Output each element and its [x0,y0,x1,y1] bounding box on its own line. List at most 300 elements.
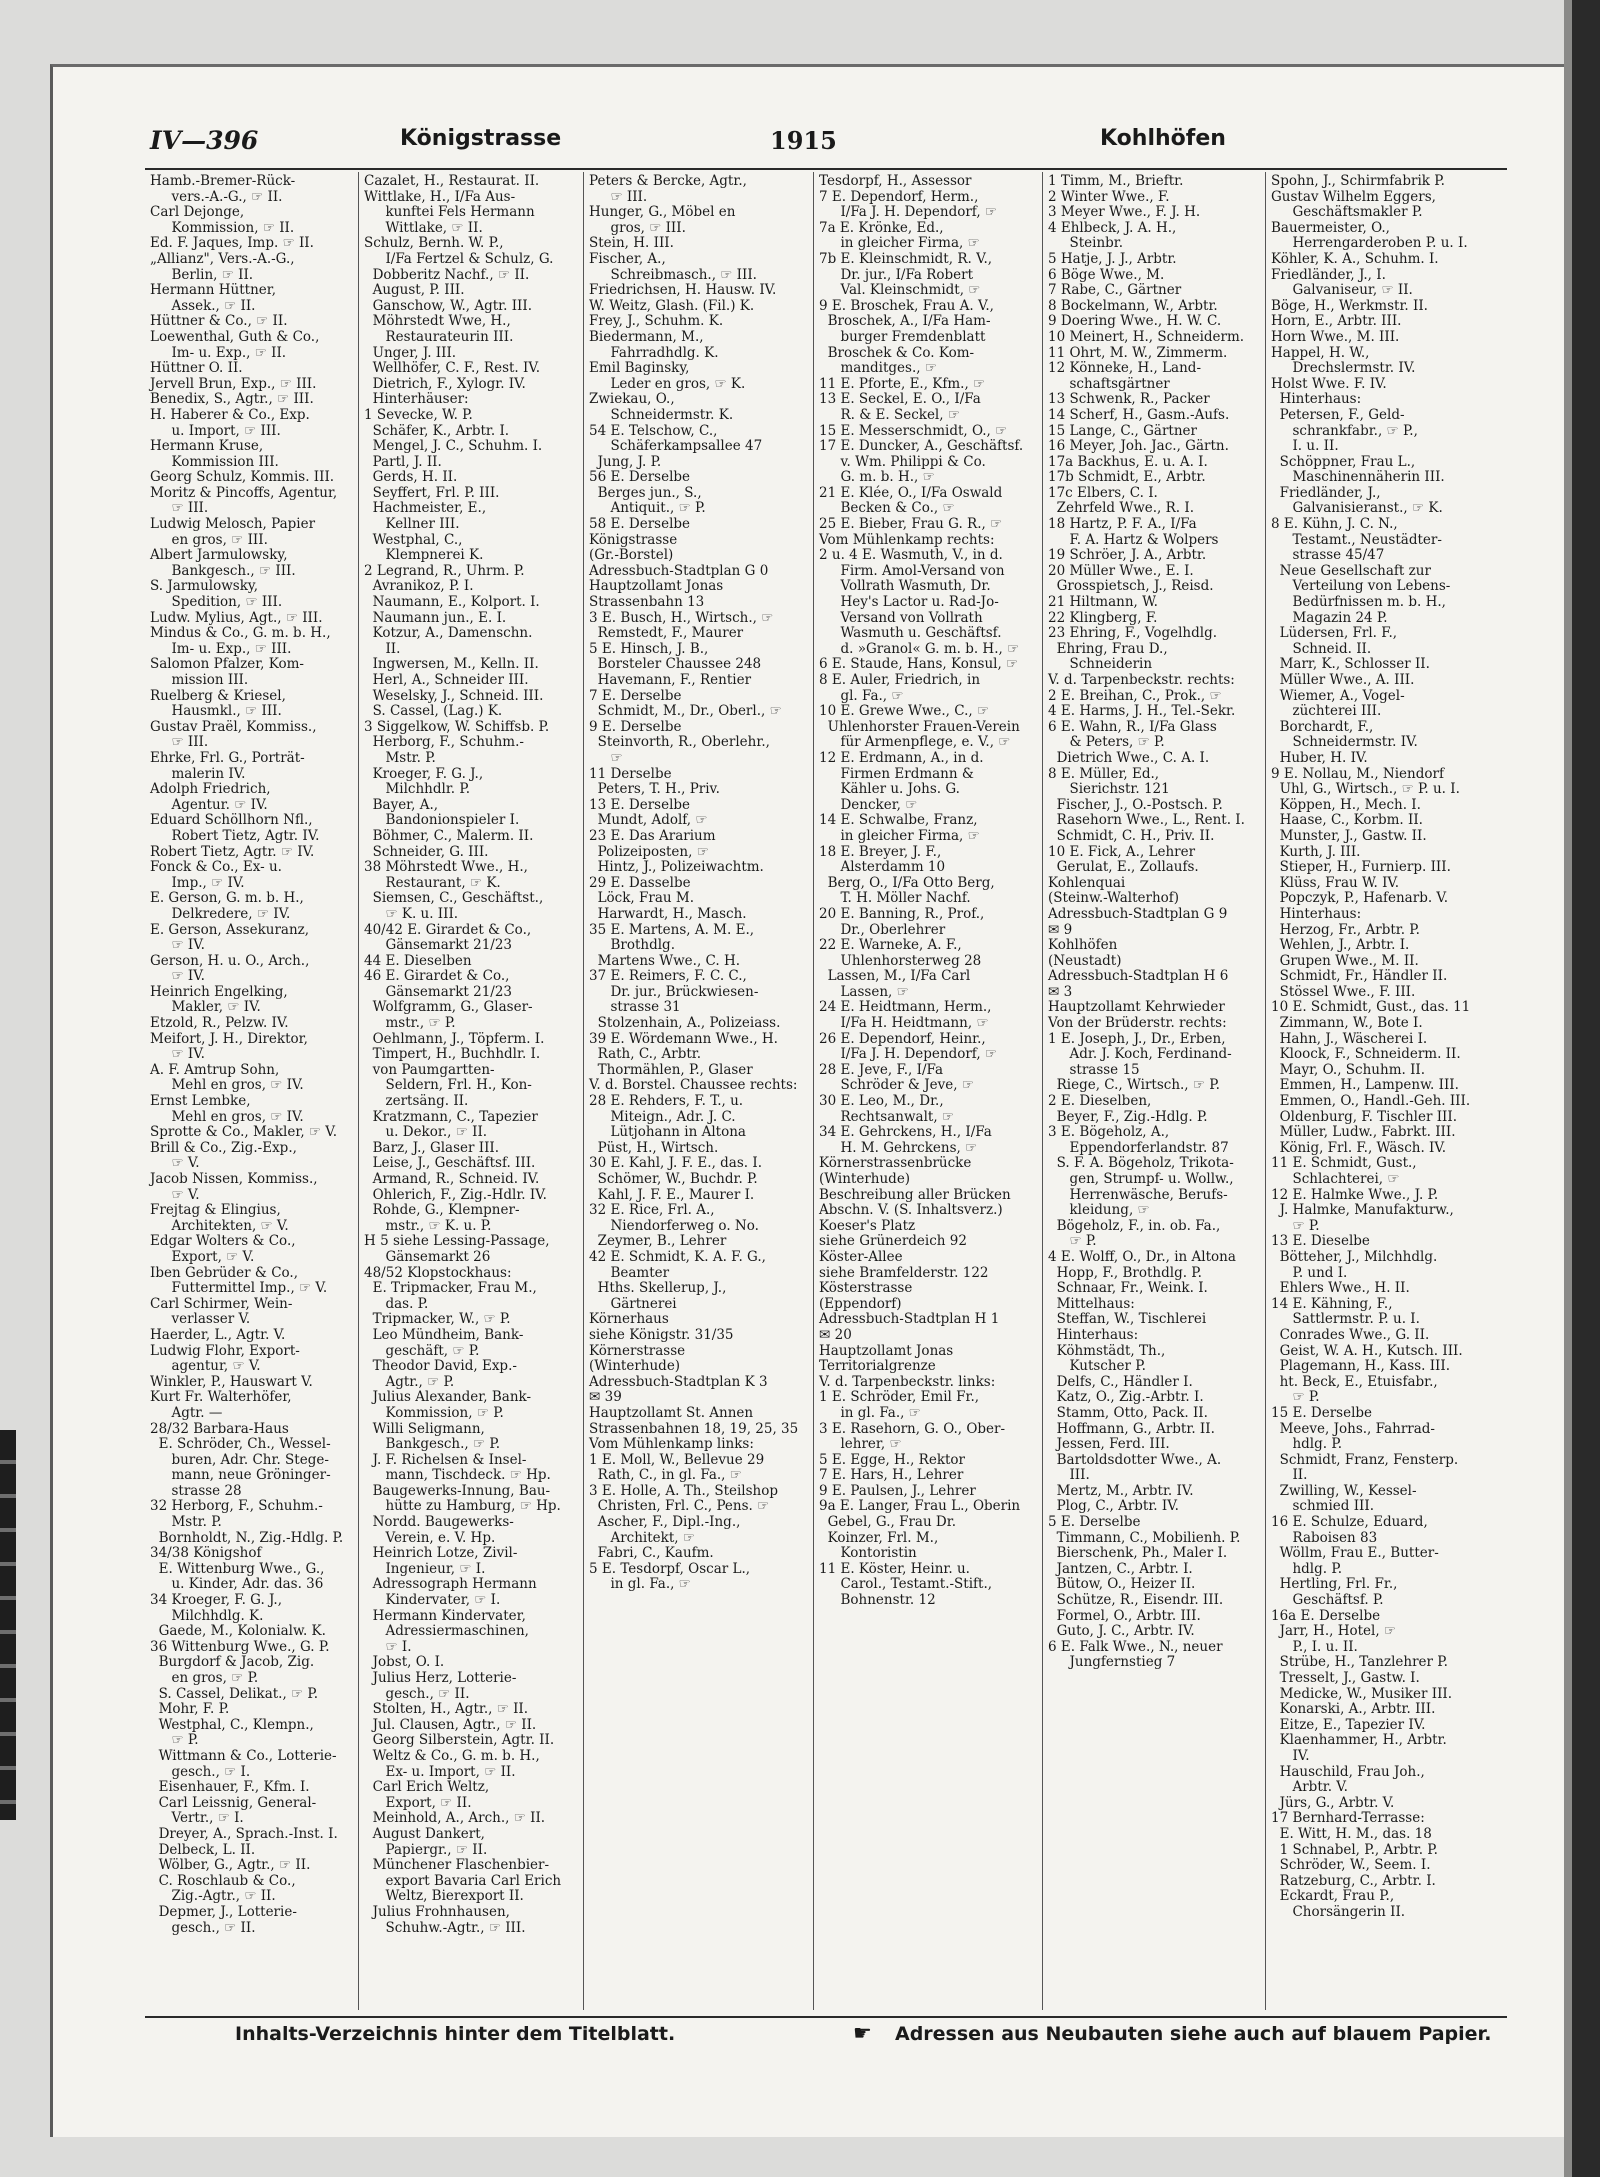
directory-entry: Baugewerks-Innung, Bau- [364,1482,551,1499]
directory-entry: Verteilung von Lebens- [1271,578,1451,595]
directory-entry: Bornholdt, N., Zig.-Hdlg. P. [150,1529,344,1546]
directory-entry: 6 E. Falk Wwe., N., neuer [1048,1638,1223,1655]
directory-entry: Weselsky, J., Schneid. III. [364,687,544,704]
directory-entry: Delbeck, L. II. [150,1841,256,1858]
directory-entry: Iben Gebrüder & Co., [150,1264,298,1281]
directory-entry: 28/32 Barbara-Haus [150,1420,289,1437]
directory-entry: Zwilling, W., Kessel- [1271,1482,1417,1499]
directory-entry: 10 E. Fick, A., Lehrer [1048,843,1196,860]
directory-entry: Siemsen, C., Geschäftst., [364,890,544,907]
directory-entry: Broschek, A., I/Fa Ham- [819,313,991,330]
directory-entry: Ingwersen, M., Kelln. II. [364,656,539,673]
directory-entry: 21 E. Klée, O., I/Fa Oswald [819,484,1003,501]
directory-entry: Beschreibung aller Brücken [819,1186,1011,1203]
directory-entry: agentur, ☞ V. [150,1358,261,1375]
directory-entry: Strassenbahnen 18, 19, 25, 35 [589,1420,799,1437]
directory-entry: Petersen, F., Geld- [1271,406,1405,423]
directory-entry: ☞ P. [1048,1233,1097,1250]
directory-entry: Makler, ☞ IV. [150,999,261,1016]
directory-entry: Kurt Fr. Walterhöfer, [150,1389,292,1406]
directory-entry: Mindus & Co., G. m. b. H., [150,625,331,642]
directory-entry: (Neustadt) [1048,952,1122,969]
directory-entry: Müller Wwe., A. III. [1271,672,1415,688]
directory-entry: Meifort, J. H., Direktor, [150,1030,308,1047]
directory-entry: Emmen, H., Lampenw. III. [1271,1077,1459,1094]
directory-entry: Meinhold, A., Arch., ☞ II. [364,1810,546,1827]
directory-entry: Lassen, ☞ [819,983,909,1000]
directory-entry: Münchener Flaschenbier- [364,1857,550,1874]
directory-entry: malerin IV. [150,765,246,782]
directory-entry: Jung, J. P. [589,453,662,470]
directory-entry: en gros, ☞ III. [150,531,268,548]
directory-entry: Martens Wwe., C. H. [589,952,741,969]
directory-entry: Bankgesch., ☞ P. [364,1436,501,1453]
directory-entry: Mittelhaus: [1048,1295,1135,1312]
directory-entry: Uhl, G., Wirtsch., ☞ P. u. I. [1271,781,1460,798]
directory-entry: 13 E. Dieselbe [1271,1233,1370,1250]
directory-entry: Tripmacker, W., ☞ P. [364,1311,511,1328]
directory-entry: Tesdorpf, H., Assessor [819,173,972,189]
directory-entry: 10 E. Grewe Wwe., C., ☞ [819,703,990,720]
directory-entry: 9 E. Broschek, Frau A. V., [819,297,994,314]
directory-entry: en gros, ☞ P. [150,1670,259,1686]
directory-entry: 9a E. Langer, Frau L., Oberin [819,1498,1021,1515]
directory-entry: Weltz, Bierexport II. [364,1888,524,1905]
year: 1915 [770,126,837,155]
directory-entry: Adressbuch-Stadtplan H 6 [1048,968,1229,985]
directory-entry: Rechtsanwalt, ☞ [819,1108,955,1125]
directory-entry: Bartoldsdotter Wwe., A. [1048,1451,1222,1468]
directory-entry: Galvaniseur, ☞ II. [1271,282,1413,299]
directory-entry: Rath, C., Arbtr. [589,1046,702,1063]
directory-entry: (Winterhude) [819,1171,911,1187]
directory-entry: Rath, C., in gl. Fa., ☞ [589,1467,742,1484]
directory-entry: Medicke, W., Musiker III. [1271,1685,1453,1702]
directory-entry: Wittmann & Co., Lotterie- [150,1747,337,1764]
directory-entry: Hoffmann, G., Arbtr. II. [1048,1420,1215,1437]
directory-entry: ☞ V. [150,1186,200,1203]
directory-entry: Ascher, F., Dipl.-Ing., [589,1514,741,1531]
directory-entry: 5 Hatje, J. J., Arbtr. [1048,250,1177,267]
directory-entry: 8 E. Auler, Friedrich, in [819,672,981,688]
directory-entry: C. Roschlaub & Co., [150,1872,296,1889]
directory-entry: Peters, T. H., Priv. [589,781,720,798]
directory-entry: geschäft, ☞ P. [364,1342,480,1359]
directory-entry: Export, ☞ II. [364,1794,472,1811]
directory-entry: Brill & Co., Zig.-Exp., [150,1139,297,1156]
directory-entry: Berlin, ☞ II. [150,266,254,283]
directory-entry: Kurth, J. III. [1271,843,1361,860]
directory-entry: Agtr., ☞ P. [364,1373,455,1390]
directory-entry: Löck, Frau M. [589,890,694,907]
directory-entry: Adressbuch-Stadtplan K 3 [589,1373,768,1390]
directory-entry: Riege, C., Wirtsch., ☞ P. [1048,1077,1220,1094]
directory-entry: Robert Tietz, Agtr. ☞ IV. [150,843,315,860]
directory-entry: Koeser's Platz [819,1217,916,1234]
directory-entry: für Armenpflege, e. V., ☞ [819,734,1011,751]
directory-entry: Robert Tietz, Agtr. IV. [150,827,320,844]
directory-entry: Adressograph Hermann [364,1576,537,1593]
directory-entry: Beyer, F., Zig.-Hdlg. P. [1048,1108,1208,1125]
directory-entry: Avranikoz, P. I. [364,578,474,595]
directory-entry: 2 u. 4 E. Wasmuth, V., in d. [819,547,1003,564]
directory-entry: Klaenhammer, H., Arbtr. [1271,1732,1447,1749]
directory-entry: 7 E. Derselbe [589,687,682,704]
directory-entry: 39 E. Wördemann Wwe., H. [589,1030,778,1047]
directory-entry: Kommission III. [150,453,279,470]
directory-entry: 30 E. Leo, M., Dr., [819,1093,944,1110]
directory-entry: Geschäftsf. P. [1271,1592,1384,1609]
directory-entry: Vom Mühlenkamp links: [589,1436,754,1453]
directory-entry: export Bavaria Carl Erich [364,1872,562,1889]
directory-entry: Böge, H., Werkmstr. II. [1271,297,1428,314]
directory-entry: 18 E. Breyer, J. F., [819,843,942,860]
directory-entry: gros, ☞ III. [589,219,686,236]
directory-entry: Ludwig Melosch, Papier [150,516,316,533]
directory-entry: Brothdlg. [589,937,675,954]
directory-entry: E. Schröder, Ch., Wessel- [150,1436,331,1453]
directory-entry: 1 E. Moll, W., Bellevue 29 [589,1451,765,1468]
directory-entry: V. d. Tarpenbeckstr. rechts: [1048,672,1235,688]
directory-entry: Geschäftsmakler P. [1271,204,1423,221]
directory-entry: Ex- u. Import, ☞ II. [364,1763,516,1780]
directory-entry: H 5 siehe Lessing-Passage, [364,1233,550,1250]
directory-entry: Kösterstrasse [819,1280,913,1297]
directory-entry: Kommission, ☞ II. [150,219,295,236]
directory-entry: Ehlers Wwe., H. II. [1271,1280,1410,1297]
directory-entry: Bauermeister, O., [1271,219,1390,236]
directory-entry: Christen, Frl. C., Pens. ☞ [589,1498,770,1515]
directory-entry: Dr. jur., I/Fa Robert [819,266,974,283]
directory-entry: 54 E. Telschow, C., [589,422,718,439]
directory-entry: Eitze, E., Tapezier IV. [1271,1716,1426,1733]
directory-entry: Adressbuch-Stadtplan H 1 [819,1311,1000,1328]
directory-entry: Mstr. P. [364,749,436,766]
directory-entry: 35 E. Martens, A. M. E., [589,921,755,938]
directory-entry: Berg, O., I/Fa Otto Berg, [819,874,995,891]
directory-entry: E. Tripmacker, Frau M., [364,1280,537,1297]
directory-entry: Hauptzollamt Jonas [589,578,724,595]
directory-entry: 30 E. Kahl, J. F. E., das. I. [589,1155,762,1172]
directory-entry: Bögeholz, F., in. ob. Fa., [1048,1217,1221,1234]
directory-entry: Stamm, Otto, Pack. II. [1048,1404,1208,1421]
directory-entry: 15 E. Messerschmidt, O., ☞ [819,422,1008,439]
directory-entry: 20 E. Banning, R., Prof., [819,905,985,922]
directory-entry: Hopp, F., Brothdlg. P. [1048,1264,1202,1281]
directory-entry: 2 E. Dieselben, [1048,1093,1152,1110]
directory-entry: Oehlmann, J., Töpferm. I. [364,1030,545,1047]
directory-entry: Val. Kleinschmidt, ☞ [819,282,981,299]
directory-entry: (Winterhude) [589,1358,681,1375]
directory-entry: 3 E. Rasehorn, G. O., Ober- [819,1420,1006,1437]
directory-entry: Cazalet, H., Restaurat. II. [364,173,540,189]
directory-entry: 36 Wittenburg Wwe., G. P. [150,1638,330,1655]
directory-entry: H. Haberer & Co., Exp. [150,406,310,423]
directory-entry: 23 Ehring, F., Vogelhdlg. [1048,625,1218,642]
directory-entry: Milchhdlg. K. [150,1607,264,1624]
directory-entry: 28 E. Jeve, F., I/Fa [819,1061,944,1078]
directory-entry: züchterei III. [1271,703,1382,720]
directory-entry: Westphal, C., Klempn., [150,1716,314,1733]
directory-entry: Carl Dejonge, [150,204,245,221]
directory-entry: Plagemann, H., Kass. III. [1271,1358,1451,1375]
directory-entry: Dr. jur., Brückwiesen- [589,983,759,1000]
directory-entry: ✉ 9 [1048,921,1073,938]
column-6 [1266,172,1507,2010]
directory-entry: Vollrath Wasmuth, Dr. [819,578,991,595]
directory-entry: Wolfgramm, G., Glaser- [364,999,533,1016]
directory-entry: Frejtag & Elingius, [150,1202,281,1219]
directory-entry: König, Frl. F., Wäsch. IV. [1271,1139,1447,1156]
directory-entry: mann, neue Gröninger- [150,1467,331,1484]
directory-entry: Munster, J., Gastw. II. [1271,827,1427,844]
directory-entry: Jobst, O. I. [364,1654,445,1671]
directory-entry: V. d. Borstel. Chaussee rechts: [589,1077,798,1094]
directory-entry: Gaede, M., Kolonialw. K. [150,1623,326,1640]
directory-entry: 3 E. Holle, A. Th., Steilshop [589,1482,779,1499]
directory-entry: I/Fa J. H. Dependorf, ☞ [819,204,998,221]
directory-entry: Thormählen, P., Glaser [589,1061,753,1078]
directory-entry: Moritz & Pincoffs, Agentur, [150,484,338,501]
directory-entry: lehrer, ☞ [819,1436,902,1453]
directory-entry: Hüttner & Co., ☞ II. [150,313,288,330]
directory-entry: Seyffert, Frl. P. III. [364,484,500,501]
directory-entry: (Eppendorf) [819,1295,902,1312]
directory-entry: Albert Jarmulowsky, [150,547,288,564]
directory-entry: Emil Baginsky, [589,360,690,377]
directory-entry: J. F. Richelsen & Insel- [364,1451,527,1468]
directory-entry: Mehl en gros, ☞ IV. [150,1077,304,1094]
directory-entry: Kähler u. Johs. G. [819,781,960,798]
directory-entry: Frey, J., Schuhm. K. [589,313,724,330]
directory-entry: Bötteher, J., Milchhdlg. [1271,1248,1438,1265]
directory-entry: Eckardt, Frau P., [1271,1888,1395,1905]
directory-entry: Schmidt, Franz, Fensterp. [1271,1451,1459,1468]
directory-entry: buren, Adr. Chr. Stege- [150,1451,329,1468]
directory-entry: Köhler, K. A., Schuhm. I. [1271,250,1439,267]
directory-entry: Versand von Vollrath [819,609,983,626]
directory-entry: 1 Schnabel, P., Arbtr. P. [1271,1841,1438,1858]
directory-entry: Schneider, G. III. [364,843,489,860]
directory-entry: 26 E. Dependorf, Heinr., [819,1030,986,1047]
directory-entry: Carl Erich Weltz, [364,1779,490,1796]
directory-entry: ✉ 39 [589,1389,622,1406]
directory-entry: Kommission, ☞ P. [364,1404,504,1421]
directory-entry: ✉ 20 [819,1326,852,1343]
directory-entry: Fischer, A., [589,250,666,267]
directory-entry: 10 E. Schmidt, Gust., das. 11 [1271,999,1471,1016]
directory-entry: Dreyer, A., Sprach.-Inst. I. [150,1825,338,1842]
directory-entry: 5 E. Hinsch, J. B., [589,640,709,657]
directory-entry: Vom Mühlenkamp rechts: [819,531,995,548]
directory-entry: Körnerstrassenbrücke [819,1155,972,1172]
directory-entry: II. [364,640,401,657]
directory-entry: Winkler, P., Hauswart V. [150,1373,313,1390]
directory-entry: ☞ P. [1271,1389,1320,1406]
directory-entry: Leder en gros, ☞ K. [589,375,746,392]
directory-entry: Barz, J., Glaser III. [364,1139,500,1156]
directory-entry: Schulz, Bernh. W. P., [364,235,504,252]
directory-entry: Nordd. Baugewerks- [364,1514,514,1531]
directory-entry: 17 Bernhard-Terrasse: [1271,1810,1425,1827]
directory-entry: 23 E. Das Ararium [589,827,716,844]
directory-entry: siehe Bramfelderstr. 122 [819,1264,989,1281]
directory-entry: Hauschild, Frau Joh., [1271,1763,1425,1780]
directory-entry: Kahl, J. F. E., Maurer I. [589,1186,755,1203]
directory-entry: 19 Schröer, J. A., Arbtr. [1048,547,1207,564]
directory-entry: 25 E. Bieber, Frau G. R., ☞ [819,516,1003,533]
directory-entry: Sprotte & Co., Makler, ☞ V. [150,1124,337,1141]
directory-entry: Adressbuch-Stadtplan G 0 [589,562,769,579]
directory-entry: Mayr, O., Schuhm. II. [1271,1061,1426,1078]
directory-entry: Kindervater, ☞ I. [364,1592,501,1609]
directory-entry: Kutscher P. [1048,1358,1146,1375]
directory-entry: 9 E. Paulsen, J., Lehrer [819,1482,976,1499]
directory-entry: Jacob Nissen, Kommiss., [150,1171,318,1187]
directory-entry: Strübe, H., Tanzlehrer P. [1271,1654,1448,1671]
directory-entry: 3 Meyer Wwe., F. J. H. [1048,204,1201,221]
directory-entry: Schütze, R., Eisendr. III. [1048,1592,1224,1609]
directory-entry: Schmidt, Fr., Händler II. [1271,968,1448,985]
directory-entry: strasse 28 [150,1482,242,1499]
directory-entry: Klempnerei K. [364,547,484,564]
directory-entry: kleidung, ☞ [1048,1202,1150,1219]
directory-entry: Herborg, F., Schuhm.- [364,734,524,751]
directory-entry: Broschek & Co. Kom- [819,344,975,361]
directory-entry: Zwiekau, O., [589,391,675,408]
directory-entry: F. A. Hartz & Wolpers [1048,531,1219,548]
directory-entry: 40/42 E. Girardet & Co., [364,921,532,938]
directory-entry: 9 E. Derselbe [589,718,682,735]
directory-entry: mstr., ☞ P. [364,1015,456,1032]
pointing-hand-icon: ☛ [853,2021,872,2045]
directory-entry: 2 Winter Wwe., F. [1048,188,1170,205]
directory-entry: Püst, H., Wirtsch. [589,1139,719,1156]
footer-new-buildings-note: Adressen aus Neubauten siehe auch auf blauem Papier. [895,2023,1492,2045]
directory-entry: Mohr, F. P. [150,1701,230,1718]
directory-entry: Architekt, ☞ [589,1529,695,1546]
directory-entry: Köppen, H., Mech. I. [1271,796,1421,813]
directory-entry: Hinterhaus: [1271,905,1362,922]
directory-entry: ht. Beck, E., Etuisfabr., [1271,1373,1438,1390]
directory-entry: ☞ IV. [150,937,205,954]
directory-entry: Gustav Wilhelm Eggers, [1271,188,1436,205]
directory-entry: in gl. Fa., ☞ [589,1576,691,1593]
directory-entry: Restaurateurin III. [364,328,514,345]
directory-entry: Schröder, W., Seem. I. [1271,1857,1431,1874]
directory-entry: Dr., Oberlehrer [819,921,946,938]
directory-entry: Ruelberg & Kriesel, [150,687,286,704]
directory-entry: Hinterhaus: [1048,1326,1139,1343]
directory-entry: Schlachterei, ☞ [1271,1171,1400,1187]
directory-entry: Bandonionspieler I. [364,812,520,829]
directory-entry: Hauptzollamt St. Annen [589,1404,754,1421]
directory-entry: 34 E. Gehrckens, H., I/Fa [819,1124,992,1141]
directory-entry: Neue Gesellschaft zur [1271,562,1431,579]
directory-entry: I. u. II. [1271,438,1339,455]
directory-entry: v. Wm. Philippi & Co. [819,453,986,470]
directory-entry: Koinzer, Frl. M., [819,1529,939,1546]
directory-entry: Stolzenhain, A., Polizeiass. [589,1015,781,1032]
directory-entry: gesch., ☞ II. [364,1685,470,1702]
directory-entry: 24 E. Heidtmann, Herm., [819,999,992,1016]
directory-entry: Gerulat, E., Zollaufs. [1048,859,1199,876]
directory-entry: 17c Elbers, C. I. [1048,484,1158,501]
directory-entry: Territorialgrenze [819,1358,936,1375]
directory-entry: u. Dekor., ☞ II. [364,1124,488,1141]
directory-entry: Konarski, A., Arbtr. III. [1271,1701,1436,1718]
directory-entry: Steinvorth, R., Oberlehr., [589,734,770,751]
directory-entry: Popczyk, P., Hafenarb. V. [1271,890,1449,907]
directory-entry: Vertr., ☞ I. [150,1810,244,1827]
directory-entry: Sattlermstr. P. u. I. [1271,1311,1420,1328]
directory-entry: Julius Herz, Lotterie- [364,1670,517,1686]
directory-entry: u. Import, ☞ III. [150,422,281,439]
directory-entry: Schöppner, Frau L., [1271,453,1416,470]
directory-entry: Miteign., Adr. J. C. [589,1108,736,1125]
directory-entry: Schuhw.-Agtr., ☞ III. [364,1919,526,1936]
directory-entry: ☞ P. [150,1732,199,1749]
directory-entry: zertsäng. II. [364,1093,469,1110]
directory-entry: Hinterhäuser: [364,391,469,408]
directory-entry: 6 E. Wahn, R., I/Fa Glass [1048,718,1217,735]
directory-entry: schrankfabr., ☞ P., [1271,422,1418,439]
directory-entry: Köster-Allee [819,1248,903,1265]
directory-entry: Kontoristin [819,1545,917,1562]
directory-entry: Assek., ☞ II. [150,297,256,314]
directory-entry: Guto, J. C., Arbtr. IV. [1048,1623,1195,1640]
directory-entry: Firm. Amol-Versand von [819,562,1005,579]
directory-entry: Hausmkl., ☞ III. [150,703,282,720]
directory-entry: ☞ [589,749,623,766]
directory-entry: Alsterdamm 10 [819,859,946,876]
column-1 [145,172,358,2010]
directory-entry: 14 Scherf, H., Gasm.-Aufs. [1048,406,1230,423]
directory-entry: Niendorferweg o. No. [589,1217,759,1234]
directory-entry: 12 Könneke, H., Land- [1048,360,1202,377]
directory-entry: 8 E. Müller, Ed., [1048,765,1160,782]
directory-entry: ✉ 3 [1048,983,1073,1000]
directory-entry: S. Cassel, Delikat., ☞ P. [150,1685,319,1702]
directory-entry: Ed. F. Jaques, Imp. ☞ II. [150,235,314,252]
directory-entry: 44 E. Dieselben [364,952,472,969]
directory-entry: Haerder, L., Agtr. V. [150,1326,286,1343]
directory-entry: Schnaar, Fr., Weink. I. [1048,1280,1208,1297]
directory-entry: Böhmer, C., Malerm. II. [364,827,534,844]
directory-entry: Hunger, G., Möbel en [589,204,736,221]
directory-entry: Bedürfnissen m. b. H., [1271,594,1446,611]
directory-entry: Müller, Ludw., Fabrkt. III. [1271,1124,1456,1141]
directory-entry: Steffan, W., Tischlerei [1048,1311,1207,1328]
directory-entry: Kohlhöfen [1048,937,1118,954]
directory-entry: Zeymer, B., Lehrer [589,1233,727,1250]
directory-entry: Chorsängerin II. [1271,1903,1406,1920]
directory-entry: Georg Schulz, Kommis. III. [150,469,335,486]
directory-entry: V. d. Tarpenbeckstr. links: [819,1373,996,1390]
directory-entry: Wiemer, A., Vogel- [1271,687,1405,704]
directory-entry: ☞ K. u. III. [364,905,459,922]
column-3 [584,172,813,2010]
directory-entry: Weltz & Co., G. m. b. H., [364,1747,540,1764]
directory-entry: Zehrfeld Wwe., R. I. [1048,500,1195,517]
directory-entry: Antiquit., ☞ P. [589,500,706,517]
directory-entry: Timpert, H., Buchhdlr. I. [364,1046,541,1063]
directory-entry: Verein, e. V. Hp. [364,1529,496,1546]
directory-entry: hütte zu Hamburg, ☞ Hp. [364,1498,561,1515]
directory-entry: Körnerhaus [589,1311,669,1328]
directory-entry: Kratzmann, C., Tapezier [364,1108,538,1125]
directory-entry: Schreibmasch., ☞ III. [589,266,757,283]
